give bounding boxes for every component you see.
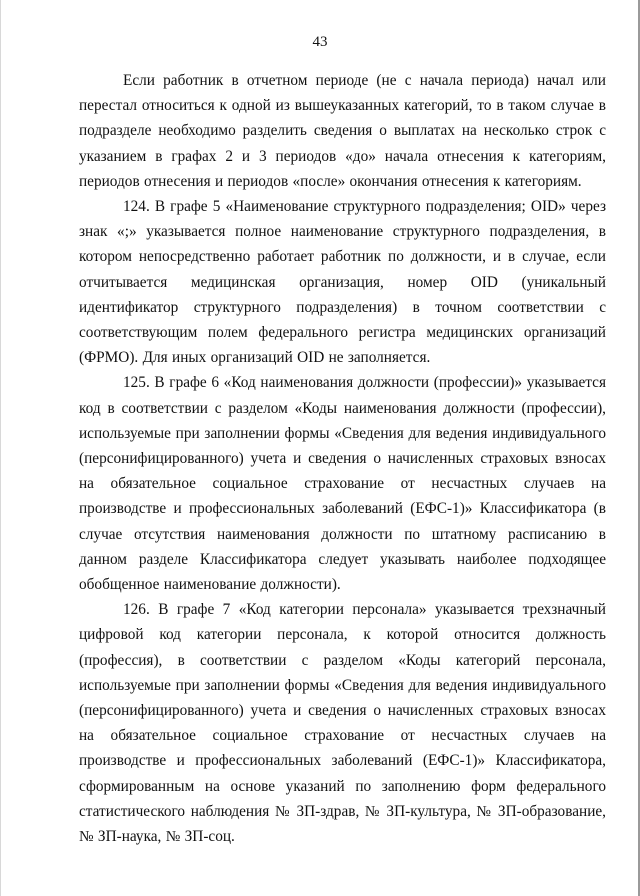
paragraph-125: 125. В графе 6 «Код наименования должности (профессии)» указывается код в соответствии с разделом «Коды наименования должности (профессии), используемые при заполнении формы «Сведения для ведения индивидуального (персонифицированного) учета и сведения о начисленных страховых взносах на обязательное социальное страхование от несчастных случаев на производстве и профессиональных заболеваний (ЕФС-1)» Классификатора (в случае отсутствия наименования должности по штатному расписанию в данном разделе Классификатора следует указывать наиболее подходящее обобщенное наименование должности). — [79, 374, 606, 594]
paragraph-category-change: Если работник в отчетном периоде (не с начала периода) начал или перестал относиться к одной из вышеуказанных категорий, то в таком случае в подразделе необходимо разделить сведения о выплатах на несколько строк с указанием в графах 2 и 3 периодов «до» начала отнесения к категориям, периодов отнесения и периодов «после» окончания отнесения к категориям. — [79, 72, 606, 190]
scan-edge-left — [0, 0, 1, 896]
document-body — [79, 68, 606, 849]
page-number: 43 — [312, 34, 328, 50]
paragraph-126: 126. В графе 7 «Код категории персонала» указывается трехзначный цифровой код категории персонала, к которой относится должность (профессия), в соответствии с разделом «Коды категорий персонала, используемые при заполнении формы «Сведения для ведения индивидуального (персонифицированного) учета и сведения о начисленных страховых взносах на обязательное социальное страхование от несчастных случаев на производстве и профессиональных заболеваний (ЕФС-1)» Классификатора, сформированным на основе указаний по заполнению форм федерального статистического наблюдения № ЗП-здрав, № ЗП-культура, № ЗП-образование, № ЗП-наука, № ЗП-соц. — [79, 601, 606, 846]
paragraph-124: 124. В графе 5 «Наименование структурного подразделения; OID» через знак «;» указывается полное наименование структурного подразделения, в котором непосредственно работает работник по должности, и в случае, если отчитывается медицинская организация, номер OID (уникальный идентификатор структурного подразделения) в точном соответствии с соответствующим полем федерального регистра медицинских организаций (ФРМО). Для иных организаций OID не заполняется. — [79, 198, 606, 367]
